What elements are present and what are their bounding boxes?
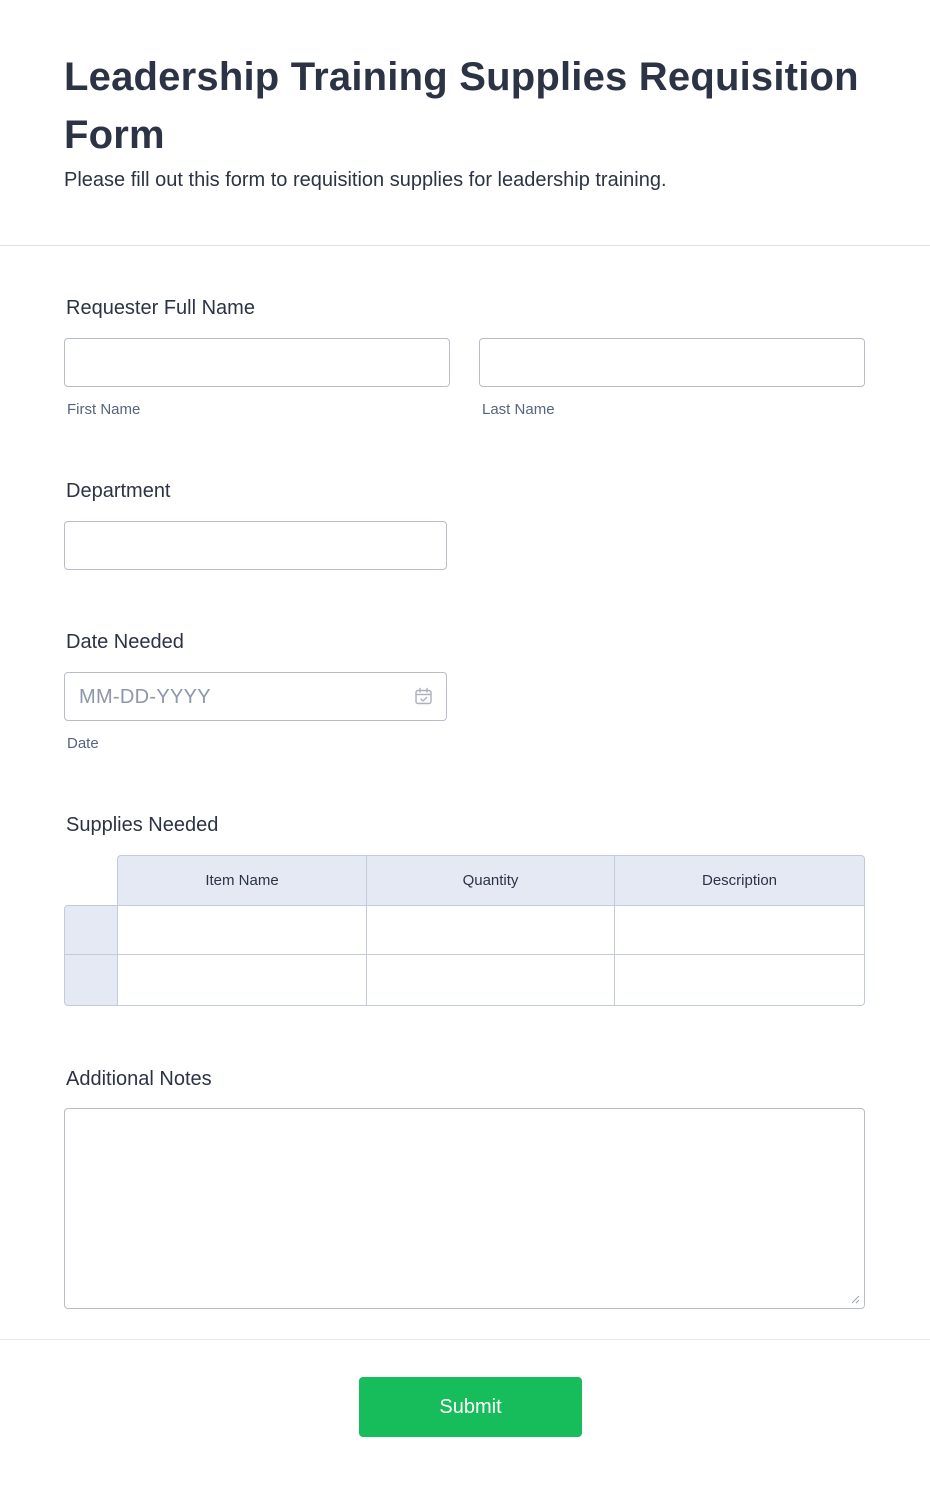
form-title: Leadership Training Supplies Requisition Form xyxy=(64,55,859,157)
department-label: Department xyxy=(66,480,171,502)
cell-item-name-1[interactable] xyxy=(117,905,367,955)
requester-name-label: Requester Full Name xyxy=(66,297,255,319)
first-name-input[interactable] xyxy=(64,338,450,387)
table-corner xyxy=(64,855,118,905)
row-header-2 xyxy=(64,955,118,1006)
cell-quantity-2[interactable] xyxy=(366,955,615,1006)
cell-description-1[interactable] xyxy=(614,905,865,955)
first-name-sublabel: First Name xyxy=(67,401,141,418)
submit-button[interactable]: Submit xyxy=(359,1377,582,1437)
column-header-item-name: Item Name xyxy=(117,855,367,905)
last-name-input[interactable] xyxy=(479,338,865,387)
department-input[interactable] xyxy=(64,521,447,570)
supplies-needed-label: Supplies Needed xyxy=(66,814,219,836)
date-sublabel: Date xyxy=(67,735,99,752)
date-needed-label: Date Needed xyxy=(66,631,184,653)
cell-quantity-1[interactable] xyxy=(366,905,615,955)
date-input[interactable] xyxy=(64,672,447,721)
additional-notes-label: Additional Notes xyxy=(66,1068,212,1090)
form-header xyxy=(0,0,930,246)
row-header-1 xyxy=(64,905,118,955)
cell-item-name-2[interactable] xyxy=(117,955,367,1006)
footer-divider xyxy=(0,1339,930,1340)
supplies-table xyxy=(64,855,865,1006)
last-name-sublabel: Last Name xyxy=(482,401,555,418)
column-header-quantity: Quantity xyxy=(366,855,615,905)
form-subtitle: Please fill out this form to requisition supplies for leadership training. xyxy=(64,169,667,191)
column-header-description: Description xyxy=(614,855,865,905)
resize-handle-icon[interactable] xyxy=(850,1294,860,1304)
calendar-icon[interactable] xyxy=(414,687,433,706)
cell-description-2[interactable] xyxy=(614,955,865,1006)
date-placeholder: MM-DD-YYYY xyxy=(79,686,211,708)
additional-notes-textarea[interactable] xyxy=(64,1108,865,1309)
